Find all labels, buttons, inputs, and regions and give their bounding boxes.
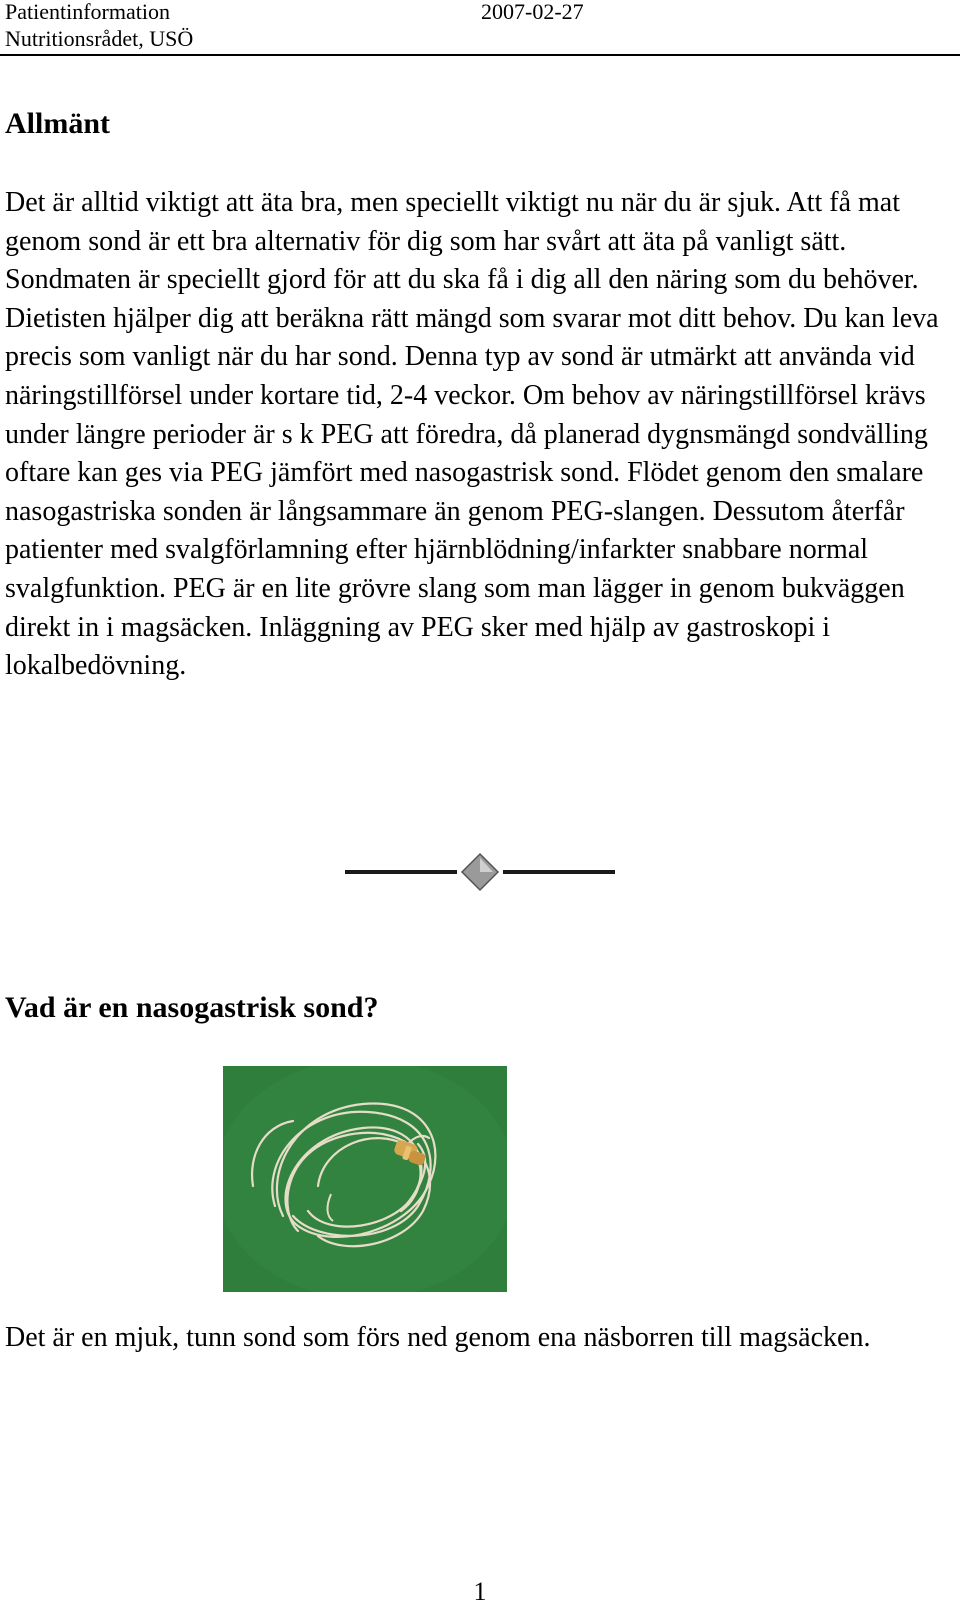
page-number: 1 (473, 1577, 487, 1606)
page-header (0, 0, 960, 56)
section-heading-general: Allmänt (5, 107, 110, 140)
nasogastric-paragraph: Det är en mjuk, tunn sond som förs ned genom ena näsborren till magsäcken. (5, 1322, 871, 1353)
nasogastric-tube-photo (223, 1066, 507, 1292)
header-left (5, 0, 193, 52)
ornamental-divider (345, 852, 615, 892)
header-title: Patientinformation (5, 0, 170, 24)
header-organization: Nutritionsrådet, USÖ (5, 26, 194, 51)
general-paragraph: Det är alltid viktigt att äta bra, men speciellt viktigt nu när du är sjuk. Att få mat genom sond är ett bra alternativ för dig som har svårt att äta på vanligt sätt. Sondmaten är speciellt gjord för att du ska få i dig all den näring som du behöver. Dietisten hjälper dig att beräkna rätt mängd som svarar mot ditt behov. Du kan leva precis som vanligt när du har sond. Denna typ av sond är utmärkt att använda vid näringstillförsel under kortare tid, 2-4 veckor. Om behov av näringstillförsel krävs under längre perioder är s k PEG att föredra, då planerad dygnsmängd sondvälling oftare kan ges via PEG jämfört med nasogastrisk sond. Flödet genom den smalare nasogastriska sonden är långsammare än genom PEG-slangen. Dessutom återfår patienter med svalgförlamning efter hjärnblödning/infarkter snabbare normal svalgfunktion. PEG är en lite grövre slang som man lägger in genom bukväggen direkt in i magsäcken. Inläggning av PEG sker med hjälp av gastroskopi i lokalbedövning. (5, 187, 939, 682)
header-date: 2007-02-27 (481, 0, 584, 24)
section-heading-nasogastric: Vad är en nasogastrisk sond? (5, 991, 379, 1024)
